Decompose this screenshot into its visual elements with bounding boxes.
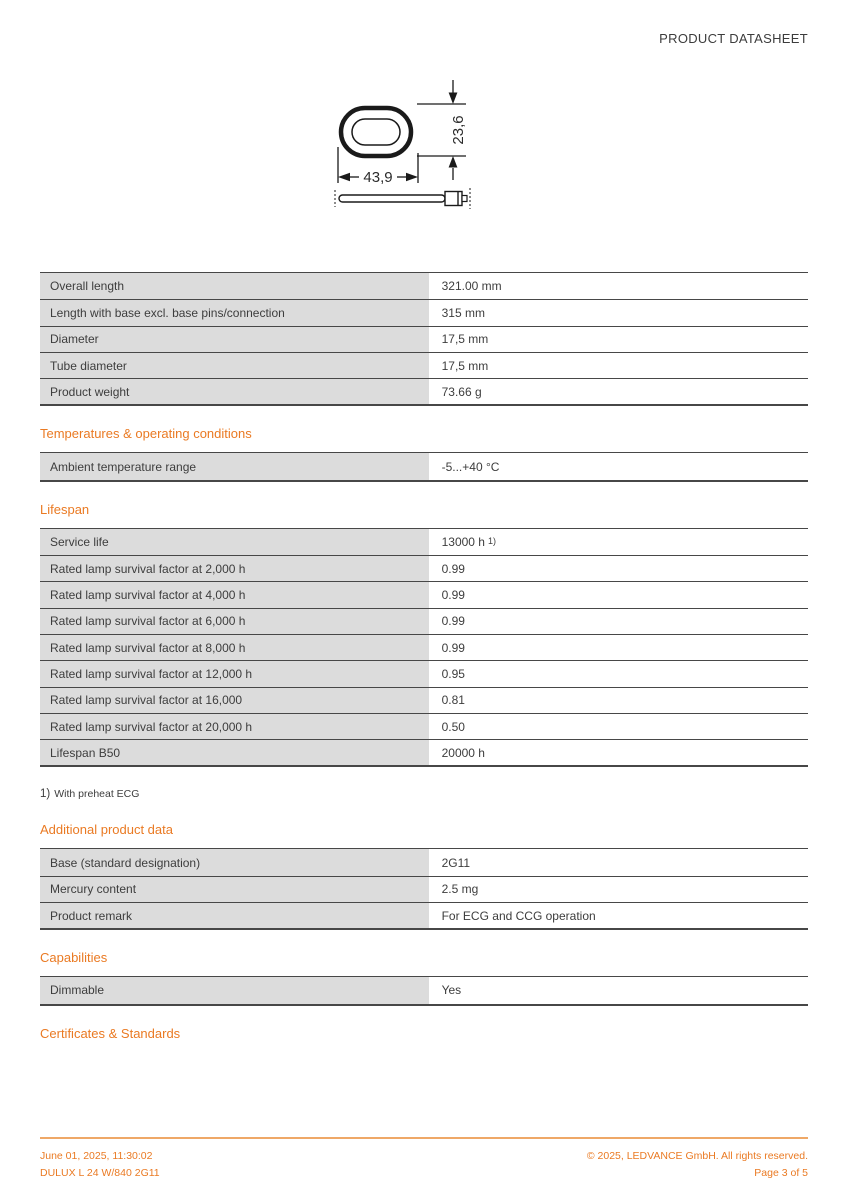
page-title: PRODUCT DATASHEET — [659, 31, 808, 46]
width-arrow-right-icon — [406, 173, 418, 182]
row-label: Length with base excl. base pins/connection — [40, 300, 429, 325]
row-label: Rated lamp survival factor at 4,000 h — [40, 582, 429, 607]
footnote-text: With preheat ECG — [54, 788, 140, 801]
table-row — [40, 299, 808, 325]
table-row — [40, 634, 808, 660]
footer-date: June 01, 2025, 11:30:02 — [40, 1150, 153, 1162]
row-label: Ambient temperature range — [40, 453, 429, 479]
row-label: Rated lamp survival factor at 12,000 h — [40, 661, 429, 686]
row-value: 0.99 — [429, 635, 808, 660]
row-label: Rated lamp survival factor at 16,000 — [40, 688, 429, 713]
section-heading-lifespan: Lifespan — [40, 501, 90, 517]
footnote-marker: 1) — [40, 788, 51, 801]
height-arrow-up-icon — [449, 156, 458, 168]
table-additional-product-data — [40, 848, 808, 930]
footer-product-name: DULUX L 24 W/840 2G11 — [40, 1167, 160, 1179]
section-heading-additional-product-data: Additional product data — [40, 822, 173, 838]
table-lifespan — [40, 528, 808, 768]
table-row — [40, 977, 808, 1003]
footnote-reference: 1) — [487, 535, 496, 546]
row-value: 0.50 — [429, 714, 808, 739]
row-label: Product weight — [40, 379, 429, 404]
row-value: 0.99 — [429, 582, 808, 607]
row-value: 17,5 mm — [429, 353, 808, 378]
footnote — [40, 787, 808, 802]
table-capabilities — [40, 976, 808, 1005]
height-dimension-label: 23,6 — [450, 115, 467, 145]
row-value: 17,5 mm — [429, 327, 808, 352]
table-row — [40, 326, 808, 352]
row-value: 73.66 g — [429, 379, 808, 404]
row-label: Diameter — [40, 327, 429, 352]
lamp-dimension-drawing — [325, 75, 485, 215]
row-label: Rated lamp survival factor at 2,000 h — [40, 556, 429, 581]
page-footer — [40, 1137, 808, 1182]
row-value: 321.00 mm — [429, 273, 808, 299]
table-temperatures-operating-conditions — [40, 452, 808, 481]
row-label: Overall length — [40, 273, 429, 299]
footer-copyright: © 2025, LEDVANCE GmbH. All rights reserved. — [586, 1150, 808, 1162]
table-row — [40, 529, 808, 555]
row-value: For ECG and CCG operation — [429, 903, 808, 928]
lamp-side-view — [339, 192, 467, 206]
section-heading-certificates-standards: Certificates & Standards — [40, 1025, 181, 1041]
table-row — [40, 849, 808, 875]
table-row — [40, 902, 808, 928]
row-value: 20000 h — [429, 740, 808, 765]
table-row — [40, 713, 808, 739]
row-label: Lifespan B50 — [40, 740, 429, 765]
row-label: Dimmable — [40, 977, 429, 1003]
row-label: Mercury content — [40, 877, 429, 902]
section-heading-temperatures-operating-conditions: Temperatures & operating conditions — [40, 426, 252, 442]
table-row — [40, 352, 808, 378]
table-row — [40, 608, 808, 634]
table-row — [40, 581, 808, 607]
height-arrow-down-icon — [449, 93, 458, 105]
row-value: 0.81 — [429, 688, 808, 713]
row-value: 315 mm — [429, 300, 808, 325]
row-label: Rated lamp survival factor at 6,000 h — [40, 609, 429, 634]
row-value: 0.95 — [429, 661, 808, 686]
row-value: 0.99 — [429, 556, 808, 581]
table-row — [40, 378, 808, 404]
width-dimension-label: 43,9 — [363, 169, 393, 186]
row-value: -5...+40 °C — [429, 453, 808, 479]
table-row — [40, 660, 808, 686]
table-row — [40, 555, 808, 581]
footer-page-number: Page 3 of 5 — [754, 1167, 808, 1179]
row-value: 2G11 — [429, 849, 808, 875]
row-value: 0.99 — [429, 609, 808, 634]
table-row — [40, 453, 808, 479]
row-label: Product remark — [40, 903, 429, 928]
width-arrow-left-icon — [338, 173, 350, 182]
row-label: Service life — [40, 529, 429, 555]
row-value: 13000 h $^{1)}$ — [429, 529, 808, 555]
row-value: 2.5 mg — [429, 877, 808, 902]
row-label: Rated lamp survival factor at 8,000 h — [40, 635, 429, 660]
row-label: Rated lamp survival factor at 20,000 h — [40, 714, 429, 739]
sections — [40, 272, 808, 1052]
row-label: Tube diameter — [40, 353, 429, 378]
table-row — [40, 739, 808, 765]
table-dimensions — [40, 272, 808, 406]
section-heading-capabilities: Capabilities — [40, 950, 108, 966]
table-row — [40, 687, 808, 713]
row-label: Base (standard designation) — [40, 849, 429, 875]
row-value: Yes — [429, 977, 808, 1003]
table-row — [40, 273, 808, 299]
table-row — [40, 876, 808, 902]
